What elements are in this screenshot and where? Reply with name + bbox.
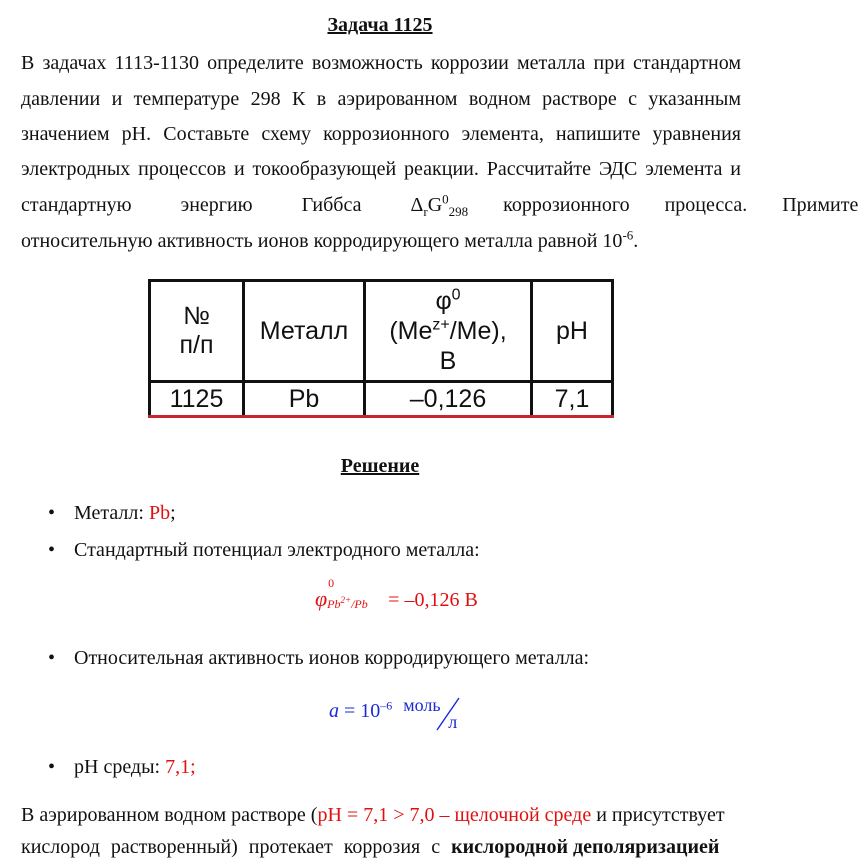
delta-subscript: r — [423, 204, 428, 219]
intro-line-6-text: относительную активность ионов корродирующего металла равной 10 — [21, 230, 623, 252]
conclusion-2-start: кислород растворенный) протекает коррозия с — [21, 836, 452, 858]
intro-line-1: В задачах 1113-1130 определите возможность коррозии металла при стандартном — [21, 52, 741, 74]
gibbs-subscript: 298 — [448, 204, 469, 219]
cell-potential: –0,126 — [365, 382, 532, 417]
header-phi-open: (Me — [389, 317, 433, 345]
intro-line-6 — [21, 227, 639, 253]
formula-a-base: = 10 — [339, 700, 381, 722]
formula-potential — [315, 576, 478, 612]
intro-line-3: значением pH. Составьте схему коррозионного элемента, напишите уравнения — [21, 123, 741, 145]
bullet-dot: • — [48, 502, 56, 524]
solution-title: Решение — [340, 455, 420, 477]
cell-ph: 7,1 — [532, 382, 613, 417]
conclusion-start: В аэрированном водном растворе ( — [21, 804, 318, 826]
table-row — [150, 382, 613, 417]
bullet-metal-label: Металл: — [74, 502, 149, 524]
header-phi-close: /Me), — [449, 317, 507, 345]
bullet-activity-label: Относительная активность ионов корродирующего металла: — [74, 647, 590, 669]
bullet-potential-label: Стандартный потенциал электродного металла: — [74, 539, 480, 561]
gibbs-superscript: 0 — [442, 191, 449, 207]
formula-phi-sup: 0 — [328, 576, 335, 590]
header-phi-unit: В — [439, 347, 457, 375]
formula-sub-rest: /Pb — [351, 597, 368, 611]
intro-line-5 — [21, 191, 858, 219]
header-ph: pH — [532, 281, 613, 382]
header-ion-charge: z+ — [432, 316, 450, 334]
header-phi: φ — [435, 287, 452, 315]
task-title: Задача 1125 — [327, 14, 433, 36]
formula-unit-num: моль — [403, 695, 441, 715]
bullet-metal — [74, 502, 176, 525]
conclusion-end: и присутствует — [591, 804, 725, 826]
bullet-ph-value: 7,1; — [165, 756, 196, 778]
intro-line-6-end: . — [633, 230, 639, 252]
conclusion-2-bold: кислородной деполяризацией — [451, 836, 720, 858]
formula-unit-den: л — [448, 712, 458, 732]
gibbs-symbol: G — [427, 194, 443, 216]
delta-symbol: Δ — [410, 194, 424, 216]
header-number-symbol: № — [183, 302, 210, 330]
task-table — [148, 279, 614, 418]
header-phi-sup: 0 — [451, 286, 461, 304]
bullet-dot: • — [48, 647, 56, 669]
bullet-dot: • — [48, 756, 56, 778]
header-metal: Металл — [244, 281, 365, 382]
formula-unit — [403, 697, 463, 731]
formula-a-exp: –6 — [380, 698, 393, 713]
conclusion-highlight: pH = 7,1 > 7,0 – щелочной среде — [317, 804, 592, 826]
formula-phi: φ — [315, 586, 328, 611]
conclusion-line-2 — [21, 836, 741, 859]
cell-metal: Pb — [244, 382, 365, 417]
bullet-metal-value: Pb — [148, 502, 171, 524]
formula-activity — [329, 697, 463, 731]
intro-line-5-start: стандартную энергию Гиббса — [21, 194, 411, 216]
formula-potential-value: = –0,126 В — [383, 589, 478, 611]
formula-sub-charge: 2+ — [340, 595, 352, 605]
formula-phi-sub — [327, 597, 368, 612]
intro-line-4: электродных процессов и токообразующей реакции. Рассчитайте ЭДС элемента и — [21, 158, 741, 180]
bullet-dot: • — [48, 539, 56, 561]
intro-line-5-end: коррозионного процесса. Примите — [468, 194, 858, 216]
formula-a: a — [329, 700, 339, 722]
header-number — [150, 281, 244, 382]
table-header-row — [150, 281, 613, 382]
formula-sub-ion: Pb — [327, 597, 341, 611]
header-potential — [365, 281, 532, 382]
cell-number: 1125 — [150, 382, 244, 417]
bullet-ph-label: pH среды: — [74, 756, 166, 778]
conclusion-line — [21, 804, 741, 827]
activity-exponent: -6 — [622, 227, 634, 243]
intro-line-2: давлении и температуре 298 К в аэрированном водном растворе с указанным — [21, 88, 741, 110]
bullet-ph — [74, 756, 196, 779]
bullet-metal-end: ; — [170, 502, 176, 524]
header-number-abbr: п/п — [179, 331, 214, 359]
